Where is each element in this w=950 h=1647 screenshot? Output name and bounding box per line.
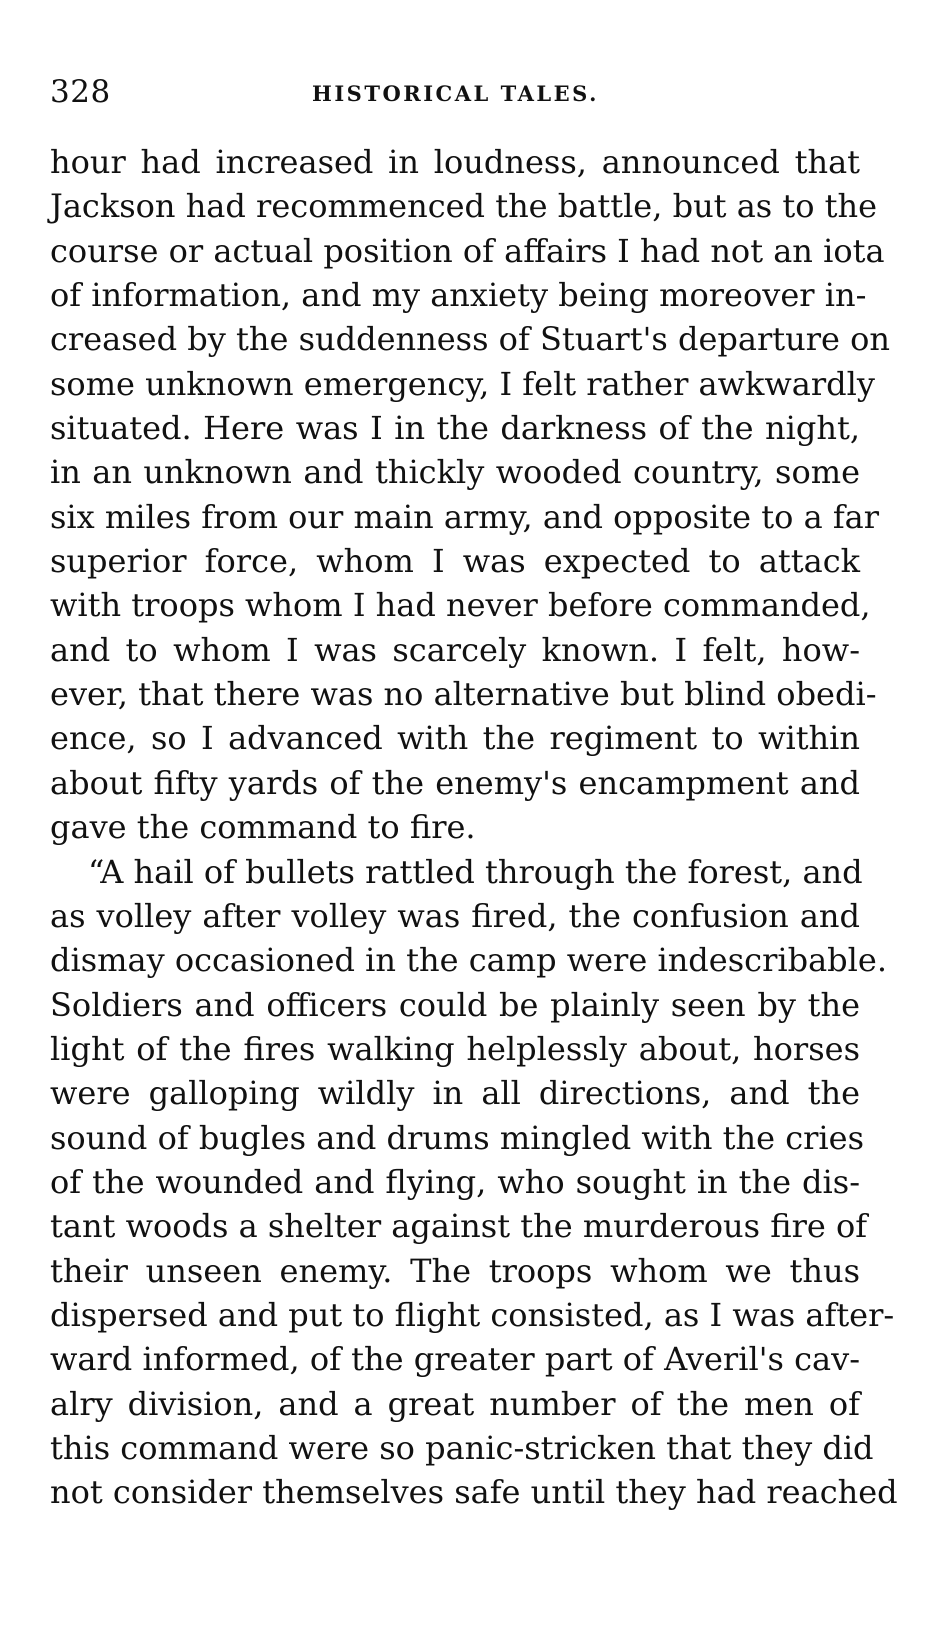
text-line: were galloping wildly in all directions, and the bbox=[50, 1074, 860, 1113]
text-line: their unseen enemy. The troops whom we thus bbox=[50, 1251, 860, 1290]
text-line: ever, that there was no alternative but blind obedi- bbox=[50, 675, 877, 714]
text-line: sound of bugles and drums mingled with the cries bbox=[50, 1118, 865, 1157]
text-line: of the wounded and flying, who sought in the dis- bbox=[50, 1162, 860, 1201]
text-line: dismay occasioned in the camp were indescribable. bbox=[50, 941, 887, 980]
text-line: of information, and my anxiety being moreover in- bbox=[50, 276, 867, 315]
text-line: hour had increased in loudness, announced that bbox=[50, 143, 860, 181]
text-line: in an unknown and thickly wooded country, some bbox=[50, 453, 860, 492]
text-line: course or actual position of affairs I had not an iota bbox=[50, 231, 885, 270]
body-text bbox=[50, 140, 898, 1515]
text-line: situated. Here was I in the darkness of the night, bbox=[50, 409, 860, 448]
text-line: superior force, whom I was expected to attack bbox=[50, 542, 860, 581]
text-line: Soldiers and officers could be plainly seen by the bbox=[50, 985, 860, 1024]
text-line: about fifty yards of the enemy's encampment and bbox=[50, 763, 860, 802]
text-line: this command were so panic-stricken that they did bbox=[50, 1428, 874, 1467]
paragraph-start-line: “A hail of bullets rattled through the forest, and bbox=[88, 852, 863, 891]
page-number: 328 bbox=[50, 74, 111, 110]
text-line: not consider themselves safe until they had reached bbox=[50, 1473, 898, 1512]
text-line: light of the fires walking helplessly about, horses bbox=[50, 1029, 860, 1068]
text-line: dispersed and put to flight consisted, as I was after- bbox=[50, 1295, 895, 1334]
running-head bbox=[50, 72, 860, 112]
text-line: ence, so I advanced with the regiment to within bbox=[50, 719, 860, 758]
paragraph-end-line: gave the command to fire. bbox=[50, 808, 476, 847]
text-line: creased by the suddenness of Stuart's departure on bbox=[50, 320, 890, 359]
text-line: ward informed, of the greater part of Averil's cav- bbox=[50, 1340, 860, 1379]
text-line: tant woods a shelter against the murderous fire of bbox=[50, 1207, 868, 1246]
text-line: as volley after volley was fired, the confusion and bbox=[50, 896, 860, 935]
text-line: six miles from our main army, and opposite to a far bbox=[50, 497, 880, 536]
text-line: some unknown emergency, I felt rather awkwardly bbox=[50, 364, 875, 403]
running-title: HISTORICAL TALES. bbox=[312, 81, 599, 106]
text-line: Jackson had recommenced the battle, but as to the bbox=[50, 187, 878, 226]
text-line: alry division, and a great number of the men of bbox=[50, 1384, 860, 1423]
text-line: with troops whom I had never before commanded, bbox=[50, 586, 871, 625]
text-line: and to whom I was scarcely known. I felt, how- bbox=[50, 630, 860, 669]
